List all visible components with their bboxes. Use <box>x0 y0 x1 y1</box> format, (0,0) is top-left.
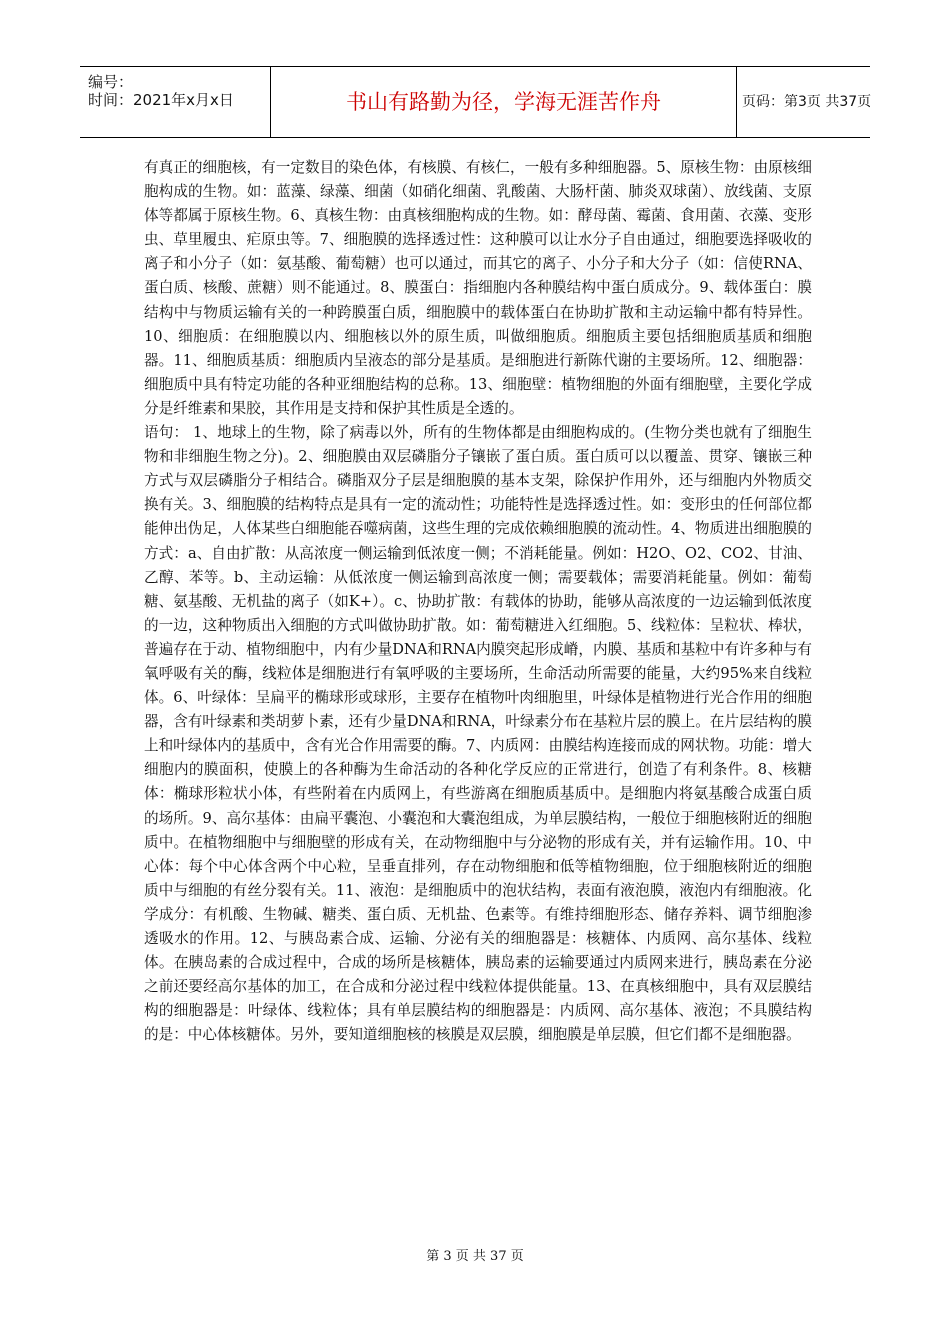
header-motto: 书山有路勤为径，学海无涯苦作舟 <box>346 90 661 114</box>
header-page-cell <box>736 67 870 137</box>
document-code-label: 编号： <box>88 73 134 91</box>
page-header <box>80 66 870 138</box>
body-paragraph-1: 有真正的细胞核，有一定数目的染色体，有核膜、有核仁，一般有多种细胞器。5、原核生物：由原核细胞构成的生物。如：蓝藻、绿藻、细菌（如硝化细菌、乳酸菌、大肠杆菌、肺炎双球菌）、放线菌、支原体等都属于原核生物。6、真核生物：由真核细胞构成的生物。如：酵母菌、霉菌、食用菌、衣藻、变形虫、草里履虫、疟原虫等。7、细胞膜的选择透过性：这种膜可以让水分子自由通过，细胞要选择吸收的离子和小分子（如：氨基酸、葡萄糖）也可以通过，而其它的离子、小分子和大分子（如：信使RNA、蛋白质、核酸、蔗糖）则不能通过。8、膜蛋白：指细胞内各种膜结构中蛋白质成分。9、载体蛋白：膜结构中与物质运输有关的一种跨膜蛋白质，细胞膜中的载体蛋白在协助扩散和主动运输中都有特异性。10、细胞质：在细胞膜以内、细胞核以外的原生质，叫做细胞质。细胞质主要包括细胞质基质和细胞器。11、细胞质基质：细胞质内呈液态的部分是基质。是细胞进行新陈代谢的主要场所。12、细胞器：细胞质中具有特定功能的各种亚细胞结构的总称。13、细胞壁：植物细胞的外面有细胞壁，主要化学成分是纤维素和果胶，其作用是支持和保护其性质是全透的。 <box>144 159 812 417</box>
document-time-label: 时间：2021年x月x日 <box>88 91 234 109</box>
header-motto-cell <box>270 67 737 137</box>
page-footer: 第 3 页 共 37 页 <box>426 1249 524 1264</box>
header-page-info: 页码：第3页 共37页 <box>742 94 872 110</box>
document-body <box>144 156 812 1047</box>
header-meta <box>80 67 270 137</box>
body-paragraph-2: 语句： 1、地球上的生物，除了病毒以外，所有的生物体都是由细胞构成的。(生物分类也就有了细胞生物和非细胞生物之分)。2、细胞膜由双层磷脂分子镶嵌了蛋白质。蛋白质可以以覆盖、贯穿、镶嵌三种方式与双层磷脂分子相结合。磷脂双分子层是细胞膜的基本支架，除保护作用外，还与细胞内外物质交换有关。3、细胞膜的结构特点是具有一定的流动性；功能特性是选择透过性。如：变形虫的任何部位都能伸出伪足，人体某些白细胞能吞噬病菌，这些生理的完成依赖细胞膜的流动性。4、物质进出细胞膜的方式：a、自由扩散：从高浓度一侧运输到低浓度一侧；不消耗能量。例如：H2O、O2、CO2、甘油、乙醇、苯等。b、主动运输：从低浓度一侧运输到高浓度一侧；需要载体；需要消耗能量。例如：葡萄糖、氨基酸、无机盐的离子（如K+）。c、协助扩散：有载体的协助，能够从高浓度的一边运输到低浓度的一边，这种物质出入细胞的方式叫做协助扩散。如：葡萄糖进入红细胞。5、线粒体：呈粒状、棒状，普遍存在于动、植物细胞中，内有少量DNA和RNA内膜突起形成嵴，内膜、基质和基粒中有许多种与有氧呼吸有关的酶，线粒体是细胞进行有氧呼吸的主要场所，生命活动所需要的能量，大约95%来自线粒体。6、叶绿体：呈扁平的椭球形或球形，主要存在植物叶肉细胞里，叶绿体是植物进行光合作用的细胞器，含有叶绿素和类胡萝卜素，还有少量DNA和RNA，叶绿素分布在基粒片层的膜上。在片层结构的膜上和叶绿体内的基质中，含有光合作用需要的酶。7、内质网：由膜结构连接而成的网状物。功能：增大细胞内的膜面积，使膜上的各种酶为生命活动的各种化学反应的正常进行，创造了有利条件。8、核糖体：椭球形粒状小体，有些附着在内质网上，有些游离在细胞质基质中。是细胞内将氨基酸合成蛋白质的场所。9、高尔基体：由扁平囊泡、小囊泡和大囊泡组成，为单层膜结构，一般位于细胞核附近的细胞质中。在植物细胞中与细胞壁的形成有关，在动物细胞中与分泌物的形成有关，并有运输作用。10、中心体：每个中心体含两个中心粒，呈垂直排列，存在动物细胞和低等植物细胞，位于细胞核附近的细胞质中与细胞的有丝分裂有关。11、液泡：是细胞质中的泡状结构，表面有液泡膜，液泡内有细胞液。化学成分：有机酸、生物碱、糖类、蛋白质、无机盐、色素等。有维持细胞形态、储存养料、调节细胞渗透吸水的作用。12、与胰岛素合成、运输、分泌有关的细胞器是：核糖体、内质网、高尔基体、线粒体。在胰岛素的合成过程中，合成的场所是核糖体，胰岛素的运输要通过内质网来进行，胰岛素在分泌之前还要经高尔基体的加工，在合成和分泌过程中线粒体提供能量。13、在真核细胞中，具有双层膜结构的细胞器是：叶绿体、线粒体；具有单层膜结构的细胞器是：内质网、高尔基体、液泡；不具膜结构的是：中心体核糖体。另外，要知道细胞核的核膜是双层膜，细胞膜是单层膜，但它们都不是细胞器。 <box>144 424 812 1044</box>
